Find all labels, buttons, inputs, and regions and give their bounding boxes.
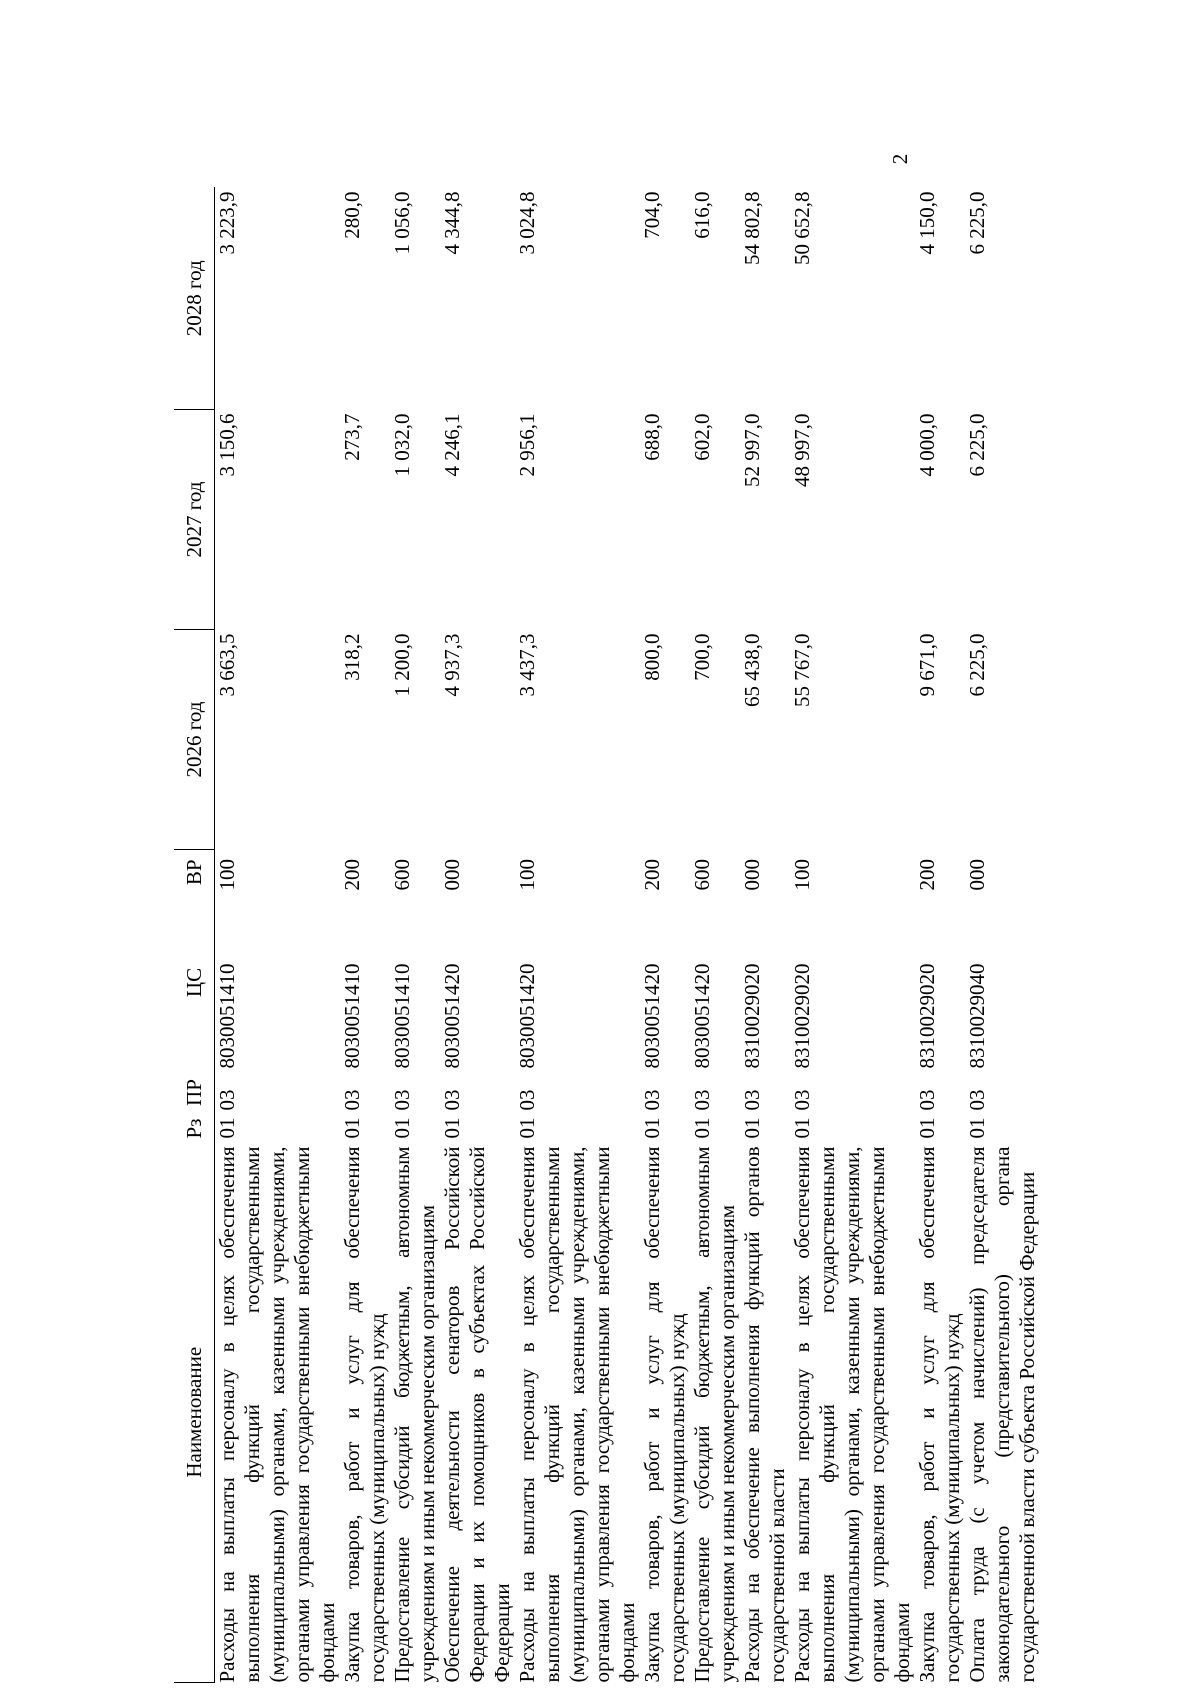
cell-rz: 01 (965, 1117, 989, 1139)
cell-rz: 01 (740, 1117, 764, 1139)
header-vr: ВР (174, 850, 215, 895)
cell-cs: 8030051420 (440, 963, 464, 1069)
cell-cs: 8030051410 (390, 963, 414, 1069)
cell-cs: 8030051420 (640, 963, 664, 1069)
table-row (915, 188, 965, 1683)
cell-rz: 01 (340, 1117, 364, 1139)
cell-2027: 6 225,0 (965, 413, 989, 477)
cell-name: Закупка товаров, работ и услуг для обеспечения государственных (муниципальных) нужд (915, 1146, 964, 1683)
cell-2027: 2 956,1 (515, 413, 539, 477)
table-row (965, 188, 1040, 1683)
cell-2028: 3 024,8 (515, 191, 539, 255)
cell-cs: 8030051420 (690, 963, 714, 1069)
cell-pr: 03 (390, 1089, 414, 1111)
table-row (440, 188, 515, 1683)
header-pr: ПР (174, 1071, 215, 1115)
cell-cs: 8030051410 (340, 963, 364, 1069)
table-row (640, 188, 690, 1683)
header-2026: 2026 год (174, 630, 215, 850)
table-row (215, 188, 341, 1683)
cell-pr: 03 (740, 1089, 764, 1111)
header-2028: 2028 год (174, 188, 215, 410)
cell-rz: 01 (790, 1117, 814, 1139)
cell-vr: 000 (740, 859, 764, 891)
cell-pr: 03 (790, 1089, 814, 1111)
cell-vr: 600 (690, 859, 714, 891)
table-row (740, 188, 790, 1683)
cell-pr: 03 (440, 1089, 464, 1111)
cell-2028: 6 225,0 (965, 191, 989, 255)
cell-2027: 688,0 (640, 413, 664, 461)
cell-vr: 100 (215, 859, 239, 891)
cell-2026: 3 437,3 (515, 633, 539, 697)
cell-name: Обеспечение деятельности сенаторов Российской Федерации и их помощников в субъектах Российской Федерации (440, 1146, 514, 1683)
cell-2028: 4 344,8 (440, 191, 464, 255)
cell-2026: 65 438,0 (740, 633, 764, 707)
cell-2028: 616,0 (690, 191, 714, 239)
cell-2028: 704,0 (640, 191, 664, 239)
table-row (515, 188, 640, 1683)
cell-2026: 1 200,0 (390, 633, 414, 697)
table-row (340, 188, 390, 1683)
cell-vr: 100 (790, 859, 814, 891)
header-2027: 2027 год (174, 410, 215, 630)
cell-pr: 03 (340, 1089, 364, 1111)
table-row (690, 188, 740, 1683)
cell-vr: 200 (640, 859, 664, 891)
cell-pr: 03 (915, 1089, 939, 1111)
cell-2026: 6 225,0 (965, 633, 989, 697)
cell-2026: 318,2 (340, 633, 364, 681)
cell-2027: 3 150,6 (215, 413, 239, 477)
cell-name: Закупка товаров, работ и услуг для обеспечения государственных (муниципальных) нужд (340, 1146, 389, 1683)
cell-2026: 3 663,5 (215, 633, 239, 697)
cell-vr: 600 (390, 859, 414, 891)
cell-vr: 000 (440, 859, 464, 891)
cell-cs: 8310029020 (740, 963, 764, 1069)
cell-cs: 8310029020 (790, 963, 814, 1069)
cell-name: Оплата труда (с учетом начислений) председателя законодательного (представительного) органа государственной власти субъекта Российской Федерации (965, 1146, 1039, 1683)
cell-name: Предоставление субсидий бюджетным, автономным учреждениям и иным некоммерческим организациям (390, 1146, 439, 1683)
cell-2027: 1 032,0 (390, 413, 414, 477)
cell-cs: 8030051420 (515, 963, 539, 1069)
cell-name: Расходы на выплаты персоналу в целях обеспечения выполнения функций государственными (муниципальными) органами, казенными учреждениями, органами управления государственными внебюджетными фондами (790, 1146, 914, 1683)
table-header-row (174, 188, 215, 1683)
cell-2026: 700,0 (690, 633, 714, 681)
header-rz: Рз (174, 1115, 215, 1143)
cell-pr: 03 (215, 1089, 239, 1111)
cell-2028: 4 150,0 (915, 191, 939, 255)
cell-2027: 52 997,0 (740, 413, 764, 487)
cell-cs: 8310029020 (915, 963, 939, 1069)
cell-2026: 9 671,0 (915, 633, 939, 697)
cell-vr: 200 (915, 859, 939, 891)
cell-2026: 4 937,3 (440, 633, 464, 697)
cell-2027: 48 997,0 (790, 413, 814, 487)
cell-2026: 55 767,0 (790, 633, 814, 707)
cell-pr: 03 (515, 1089, 539, 1111)
cell-2027: 4 000,0 (915, 413, 939, 477)
cell-cs: 8310029040 (965, 963, 989, 1069)
cell-rz: 01 (215, 1117, 239, 1139)
header-name: Наименование (174, 1143, 215, 1683)
cell-2028: 1 056,0 (390, 191, 414, 255)
cell-name: Расходы на выплаты персоналу в целях обеспечения выполнения функций государственными (муниципальными) органами, казенными учреждениями, органами управления государственными внебюджетными фондами (515, 1146, 639, 1683)
cell-rz: 01 (440, 1117, 464, 1139)
table-row (390, 188, 440, 1683)
cell-cs: 8030051410 (215, 963, 239, 1069)
page-number: 2 (888, 153, 912, 165)
cell-vr: 200 (340, 859, 364, 891)
cell-2028: 50 652,8 (790, 191, 814, 265)
cell-rz: 01 (915, 1117, 939, 1139)
cell-name: Расходы на обеспечение выполнения функций органов государственной власти (740, 1146, 789, 1683)
header-cs: ЦС (174, 895, 215, 1071)
cell-pr: 03 (965, 1089, 989, 1111)
cell-2028: 280,0 (340, 191, 364, 239)
cell-2027: 4 246,1 (440, 413, 464, 477)
cell-name: Закупка товаров, работ и услуг для обеспечения государственных (муниципальных) нужд (640, 1146, 689, 1683)
cell-rz: 01 (390, 1117, 414, 1139)
cell-rz: 01 (640, 1117, 664, 1139)
table-body (215, 188, 1041, 1683)
table-row (790, 188, 915, 1683)
cell-2027: 602,0 (690, 413, 714, 461)
cell-vr: 100 (515, 859, 539, 891)
cell-2026: 800,0 (640, 633, 664, 681)
cell-name: Предоставление субсидий бюджетным, автономным учреждениям и иным некоммерческим организациям (690, 1146, 739, 1683)
cell-rz: 01 (690, 1117, 714, 1139)
rotated-page-content (174, 123, 1039, 1683)
cell-vr: 000 (965, 859, 989, 891)
budget-table (174, 188, 1040, 1684)
cell-2027: 273,7 (340, 413, 364, 461)
cell-pr: 03 (640, 1089, 664, 1111)
cell-2028: 54 802,8 (740, 191, 764, 265)
cell-name: Расходы на выплаты персоналу в целях обеспечения выполнения функций государственными (муниципальными) органами, казенными учреждениями, органами управления государственными внебюджетными фондами (215, 1146, 339, 1683)
cell-rz: 01 (515, 1117, 539, 1139)
cell-pr: 03 (690, 1089, 714, 1111)
cell-2028: 3 223,9 (215, 191, 239, 255)
